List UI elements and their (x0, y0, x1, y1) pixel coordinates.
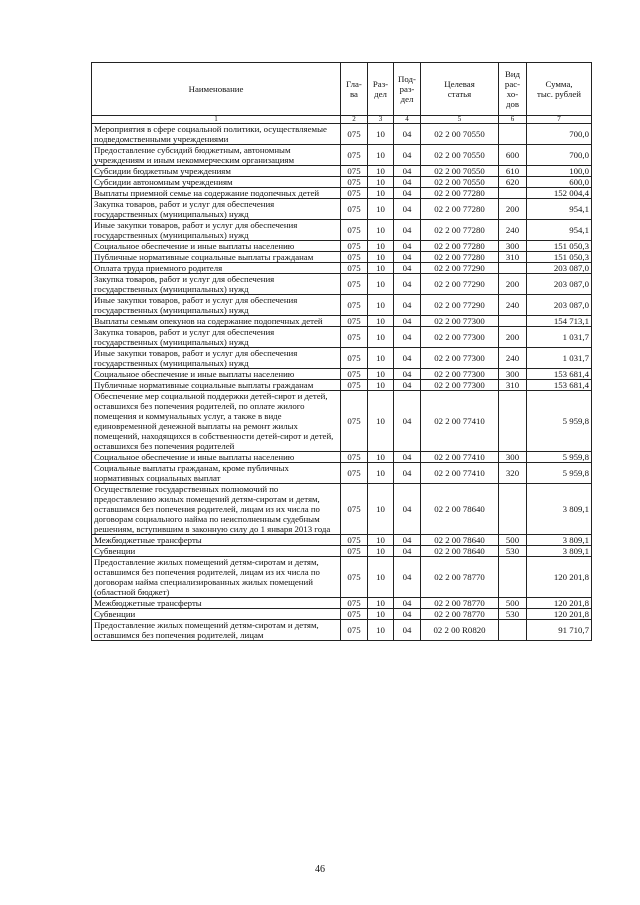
row-expense-type (499, 484, 527, 535)
header-section: Раз- дел (368, 63, 394, 116)
table-row (92, 252, 592, 263)
row-subsection: 04 (394, 463, 421, 484)
row-expense-type (499, 391, 527, 452)
row-expense-type: 610 (499, 166, 527, 177)
row-amount: 152 004,4 (527, 188, 592, 199)
row-target: 02 2 00 77280 (421, 252, 499, 263)
row-chapter: 075 (341, 274, 368, 295)
table-row (92, 263, 592, 274)
row-subsection: 04 (394, 145, 421, 166)
table-row (92, 220, 592, 241)
header-expense-type: Вид рас- хо- дов (499, 63, 527, 116)
row-target: 02 2 00 77410 (421, 391, 499, 452)
table-row (92, 620, 592, 641)
row-section: 10 (368, 557, 394, 598)
row-name: Иные закупки товаров, работ и услуг для обеспечения государственных (муниципальных) нужд (92, 295, 341, 316)
column-number: 7 (527, 116, 592, 124)
row-amount: 151 050,3 (527, 252, 592, 263)
column-number: 3 (368, 116, 394, 124)
row-target: 02 2 00 77290 (421, 263, 499, 274)
header-subsection: Под- раз- дел (394, 63, 421, 116)
header-amount: Сумма, тыс. рублей (527, 63, 592, 116)
row-section: 10 (368, 391, 394, 452)
row-amount: 203 087,0 (527, 274, 592, 295)
table-row (92, 484, 592, 535)
column-number: 1 (92, 116, 341, 124)
row-amount: 5 959,8 (527, 463, 592, 484)
row-section: 10 (368, 295, 394, 316)
row-amount: 120 201,8 (527, 557, 592, 598)
row-name: Осуществление государственных полномочий по предоставлению жилых помещений детям-сиротам и детям, оставшимся без попечения родителей, лицам из их числа по договорам социального найма по неисполненным судебным решениям, вступившим в законную силу до 1 января 2013 года (92, 484, 341, 535)
table-row (92, 177, 592, 188)
row-target: 02 2 00 77300 (421, 327, 499, 348)
row-subsection: 04 (394, 557, 421, 598)
row-section: 10 (368, 220, 394, 241)
row-chapter: 075 (341, 188, 368, 199)
row-name: Межбюджетные трансферты (92, 535, 341, 546)
row-expense-type: 500 (499, 598, 527, 609)
table-row (92, 598, 592, 609)
table-row (92, 166, 592, 177)
row-amount: 153 681,4 (527, 380, 592, 391)
row-subsection: 04 (394, 380, 421, 391)
column-number: 5 (421, 116, 499, 124)
row-subsection: 04 (394, 369, 421, 380)
row-name: Закупка товаров, работ и услуг для обеспечения государственных (муниципальных) нужд (92, 327, 341, 348)
row-section: 10 (368, 546, 394, 557)
row-name: Социальное обеспечение и иные выплаты населению (92, 452, 341, 463)
table-row (92, 241, 592, 252)
row-amount: 3 809,1 (527, 484, 592, 535)
row-chapter: 075 (341, 348, 368, 369)
column-number: 2 (341, 116, 368, 124)
row-subsection: 04 (394, 166, 421, 177)
table-row (92, 295, 592, 316)
row-name: Предоставление субсидий бюджетным, автономным учреждениям и иным некоммерческим организациям (92, 145, 341, 166)
row-subsection: 04 (394, 263, 421, 274)
row-target: 02 2 00 77290 (421, 274, 499, 295)
row-amount: 700,0 (527, 124, 592, 145)
row-section: 10 (368, 452, 394, 463)
row-expense-type: 240 (499, 220, 527, 241)
row-subsection: 04 (394, 620, 421, 641)
row-target: 02 2 00 77280 (421, 199, 499, 220)
row-chapter: 075 (341, 546, 368, 557)
table-row (92, 369, 592, 380)
table-row (92, 546, 592, 557)
row-expense-type: 620 (499, 177, 527, 188)
row-expense-type: 310 (499, 380, 527, 391)
row-expense-type: 320 (499, 463, 527, 484)
row-chapter: 075 (341, 316, 368, 327)
row-target: 02 2 00 77300 (421, 380, 499, 391)
row-chapter: 075 (341, 199, 368, 220)
row-amount: 700,0 (527, 145, 592, 166)
row-amount: 151 050,3 (527, 241, 592, 252)
row-name: Иные закупки товаров, работ и услуг для обеспечения государственных (муниципальных) нужд (92, 220, 341, 241)
row-section: 10 (368, 620, 394, 641)
row-amount: 153 681,4 (527, 369, 592, 380)
row-chapter: 075 (341, 609, 368, 620)
row-name: Субвенции (92, 609, 341, 620)
row-expense-type: 300 (499, 241, 527, 252)
row-target: 02 2 00 77290 (421, 295, 499, 316)
row-section: 10 (368, 177, 394, 188)
row-expense-type: 500 (499, 535, 527, 546)
row-expense-type: 530 (499, 546, 527, 557)
row-section: 10 (368, 463, 394, 484)
row-name: Предоставление жилых помещений детям-сиротам и детям, оставшимся без попечения родителей, лицам из их числа по договорам найма специализированных жилых помещений (областной бюджет) (92, 557, 341, 598)
row-subsection: 04 (394, 484, 421, 535)
row-target: 02 2 00 R0820 (421, 620, 499, 641)
row-target: 02 2 00 78770 (421, 557, 499, 598)
row-chapter: 075 (341, 380, 368, 391)
row-section: 10 (368, 316, 394, 327)
table-body (92, 124, 592, 641)
row-amount: 91 710,7 (527, 620, 592, 641)
row-name: Субсидии бюджетным учреждениям (92, 166, 341, 177)
row-subsection: 04 (394, 220, 421, 241)
table-row (92, 124, 592, 145)
row-expense-type (499, 620, 527, 641)
row-target: 02 2 00 77300 (421, 348, 499, 369)
row-chapter: 075 (341, 124, 368, 145)
row-subsection: 04 (394, 535, 421, 546)
row-subsection: 04 (394, 124, 421, 145)
row-target: 02 2 00 70550 (421, 124, 499, 145)
row-expense-type: 240 (499, 295, 527, 316)
row-expense-type: 200 (499, 327, 527, 348)
row-section: 10 (368, 380, 394, 391)
row-target: 02 2 00 70550 (421, 145, 499, 166)
row-expense-type: 600 (499, 145, 527, 166)
row-target: 02 2 00 77280 (421, 241, 499, 252)
row-expense-type: 300 (499, 369, 527, 380)
row-target: 02 2 00 77300 (421, 316, 499, 327)
row-chapter: 075 (341, 327, 368, 348)
row-section: 10 (368, 274, 394, 295)
row-expense-type: 200 (499, 199, 527, 220)
row-chapter: 075 (341, 391, 368, 452)
table-row (92, 199, 592, 220)
row-name: Межбюджетные трансферты (92, 598, 341, 609)
row-amount: 154 713,1 (527, 316, 592, 327)
row-target: 02 2 00 77280 (421, 220, 499, 241)
row-section: 10 (368, 166, 394, 177)
row-name: Оплата труда приемного родителя (92, 263, 341, 274)
row-subsection: 04 (394, 327, 421, 348)
row-section: 10 (368, 609, 394, 620)
row-name: Социальные выплаты гражданам, кроме публичных нормативных социальных выплат (92, 463, 341, 484)
row-section: 10 (368, 199, 394, 220)
row-expense-type (499, 188, 527, 199)
row-chapter: 075 (341, 620, 368, 641)
row-subsection: 04 (394, 391, 421, 452)
row-target: 02 2 00 70550 (421, 177, 499, 188)
row-expense-type: 200 (499, 274, 527, 295)
row-amount: 120 201,8 (527, 609, 592, 620)
row-expense-type (499, 263, 527, 274)
row-subsection: 04 (394, 348, 421, 369)
row-name: Публичные нормативные социальные выплаты гражданам (92, 252, 341, 263)
row-section: 10 (368, 145, 394, 166)
row-target: 02 2 00 77300 (421, 369, 499, 380)
row-section: 10 (368, 348, 394, 369)
header-target: Целевая статья (421, 63, 499, 116)
row-name: Предоставление жилых помещений детям-сиротам и детям, оставшимся без попечения родителей, лицам (92, 620, 341, 641)
row-name: Публичные нормативные социальные выплаты гражданам (92, 380, 341, 391)
table-row (92, 327, 592, 348)
header-row (92, 63, 592, 116)
row-name: Выплаты семьям опекунов на содержание подопечных детей (92, 316, 341, 327)
row-expense-type: 240 (499, 348, 527, 369)
table-row (92, 452, 592, 463)
row-chapter: 075 (341, 145, 368, 166)
row-amount: 954,1 (527, 220, 592, 241)
row-target: 02 2 00 78770 (421, 609, 499, 620)
row-amount: 203 087,0 (527, 263, 592, 274)
row-section: 10 (368, 535, 394, 546)
row-target: 02 2 00 78770 (421, 598, 499, 609)
row-amount: 5 959,8 (527, 391, 592, 452)
row-chapter: 075 (341, 241, 368, 252)
table-row (92, 463, 592, 484)
row-subsection: 04 (394, 252, 421, 263)
table-row (92, 557, 592, 598)
row-name: Субсидии автономным учреждениям (92, 177, 341, 188)
table-row (92, 188, 592, 199)
row-name: Социальное обеспечение и иные выплаты населению (92, 241, 341, 252)
row-section: 10 (368, 327, 394, 348)
row-chapter: 075 (341, 463, 368, 484)
row-subsection: 04 (394, 177, 421, 188)
row-name: Закупка товаров, работ и услуг для обеспечения государственных (муниципальных) нужд (92, 199, 341, 220)
header-name: Наименование (92, 63, 341, 116)
row-target: 02 2 00 70550 (421, 166, 499, 177)
row-chapter: 075 (341, 177, 368, 188)
row-target: 02 2 00 77280 (421, 188, 499, 199)
row-chapter: 075 (341, 263, 368, 274)
row-name: Выплаты приемной семье на содержание подопечных детей (92, 188, 341, 199)
row-subsection: 04 (394, 452, 421, 463)
row-expense-type: 310 (499, 252, 527, 263)
row-amount: 3 809,1 (527, 546, 592, 557)
row-chapter: 075 (341, 598, 368, 609)
row-amount: 203 087,0 (527, 295, 592, 316)
table-row (92, 316, 592, 327)
row-expense-type (499, 124, 527, 145)
row-name: Субвенции (92, 546, 341, 557)
row-subsection: 04 (394, 546, 421, 557)
row-subsection: 04 (394, 598, 421, 609)
row-subsection: 04 (394, 241, 421, 252)
row-chapter: 075 (341, 369, 368, 380)
column-number-row (92, 116, 592, 124)
row-section: 10 (368, 369, 394, 380)
row-section: 10 (368, 124, 394, 145)
row-chapter: 075 (341, 220, 368, 241)
row-section: 10 (368, 252, 394, 263)
row-amount: 100,0 (527, 166, 592, 177)
table-row (92, 380, 592, 391)
column-number: 6 (499, 116, 527, 124)
row-chapter: 075 (341, 557, 368, 598)
row-expense-type: 530 (499, 609, 527, 620)
row-amount: 1 031,7 (527, 327, 592, 348)
row-name: Обеспечение мер социальной поддержки детей-сирот и детей, оставшихся без попечения родителей, по оплате жилого помещения и коммунальных услуг, а также в виде единовременной денежной выплаты на ремонт жилых помещений, находящихся в собственности детей-сирот и детей, оставшихся без попечения родителей (92, 391, 341, 452)
row-name: Закупка товаров, работ и услуг для обеспечения государственных (муниципальных) нужд (92, 274, 341, 295)
row-chapter: 075 (341, 452, 368, 463)
row-chapter: 075 (341, 295, 368, 316)
row-subsection: 04 (394, 188, 421, 199)
table-row (92, 391, 592, 452)
header-chapter: Гла- ва (341, 63, 368, 116)
row-section: 10 (368, 263, 394, 274)
row-target: 02 2 00 78640 (421, 535, 499, 546)
row-section: 10 (368, 598, 394, 609)
row-subsection: 04 (394, 295, 421, 316)
row-amount: 1 031,7 (527, 348, 592, 369)
row-expense-type (499, 557, 527, 598)
row-chapter: 075 (341, 535, 368, 546)
row-section: 10 (368, 241, 394, 252)
row-name: Иные закупки товаров, работ и услуг для обеспечения государственных (муниципальных) нужд (92, 348, 341, 369)
row-target: 02 2 00 78640 (421, 484, 499, 535)
row-expense-type: 300 (499, 452, 527, 463)
table-row (92, 145, 592, 166)
table-row (92, 274, 592, 295)
row-amount: 3 809,1 (527, 535, 592, 546)
row-subsection: 04 (394, 609, 421, 620)
row-amount: 600,0 (527, 177, 592, 188)
row-expense-type (499, 316, 527, 327)
row-target: 02 2 00 77410 (421, 463, 499, 484)
row-name: Социальное обеспечение и иные выплаты населению (92, 369, 341, 380)
row-amount: 954,1 (527, 199, 592, 220)
row-chapter: 075 (341, 252, 368, 263)
row-chapter: 075 (341, 484, 368, 535)
budget-table (91, 62, 592, 641)
row-name: Мероприятия в сфере социальной политики, осуществляемые подведомственными учреждениями (92, 124, 341, 145)
page-number: 46 (315, 864, 325, 875)
row-subsection: 04 (394, 316, 421, 327)
row-amount: 5 959,8 (527, 452, 592, 463)
row-section: 10 (368, 484, 394, 535)
row-section: 10 (368, 188, 394, 199)
row-target: 02 2 00 78640 (421, 546, 499, 557)
table-row (92, 609, 592, 620)
row-target: 02 2 00 77410 (421, 452, 499, 463)
row-subsection: 04 (394, 199, 421, 220)
row-subsection: 04 (394, 274, 421, 295)
table-row (92, 348, 592, 369)
column-number: 4 (394, 116, 421, 124)
row-chapter: 075 (341, 166, 368, 177)
row-amount: 120 201,8 (527, 598, 592, 609)
table-row (92, 535, 592, 546)
